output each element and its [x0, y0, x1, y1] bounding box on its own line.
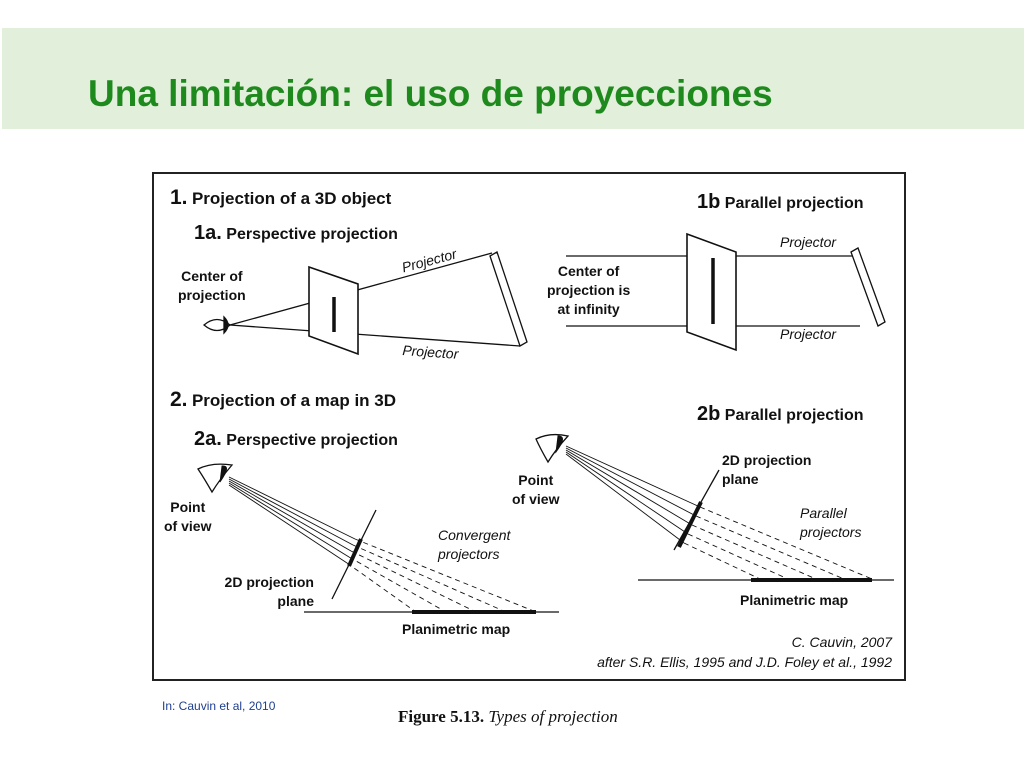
slide-title: Una limitación: el uso de proyecciones: [88, 73, 773, 114]
projector-bottom-label-1b: Projector: [780, 326, 837, 342]
section-1b-heading: 1b Parallel projection: [697, 191, 864, 213]
projector-bottom-label-1a: Projector: [401, 342, 459, 362]
credit-sources: after S.R. Ellis, 1995 and J.D. Foley et al., 1992: [597, 654, 892, 670]
center-of-projection-label: Center of projection: [178, 268, 246, 303]
figure-caption-text: Types of projection: [488, 707, 618, 726]
planimetric-map-label-2b: Planimetric map: [740, 592, 849, 608]
planimetric-map-label-2a: Planimetric map: [402, 621, 511, 637]
section-2-heading: 2. Projection of a map in 3D: [170, 388, 397, 411]
projection-plane-label-2a: 2D projection plane: [224, 574, 314, 609]
center-at-infinity-label: Center of projection is at infinity: [547, 263, 631, 317]
credit-author: C. Cauvin, 2007: [791, 634, 892, 650]
point-of-view-label-2a: Point of view: [164, 499, 212, 534]
section-2b-heading: 2b Parallel projection: [697, 403, 864, 425]
section-1-heading: 1. Projection of a 3D object: [170, 186, 392, 209]
perspective-projection-1a-drawing: [204, 252, 527, 354]
projector-top-label-1a: Projector: [400, 245, 459, 276]
point-of-view-label-2b: Point of view: [512, 472, 560, 507]
eye-icon: [536, 435, 568, 462]
projector-top-label-1b: Projector: [780, 234, 837, 250]
figure-diagram: [152, 172, 906, 681]
projection-plane-label-2b: 2D projection plane: [722, 452, 812, 487]
section-2a-heading: 2a. Perspective projection: [194, 428, 398, 450]
figure-caption-label: Figure 5.13.: [398, 707, 485, 726]
section-1a-heading: 1a. Perspective projection: [194, 222, 398, 244]
convergent-projectors-label: Convergent projectors: [438, 527, 511, 562]
source-note: In: Cauvin et al, 2010: [162, 699, 276, 713]
parallel-projectors-label: Parallel projectors: [800, 505, 862, 540]
figure-caption: [398, 707, 618, 727]
